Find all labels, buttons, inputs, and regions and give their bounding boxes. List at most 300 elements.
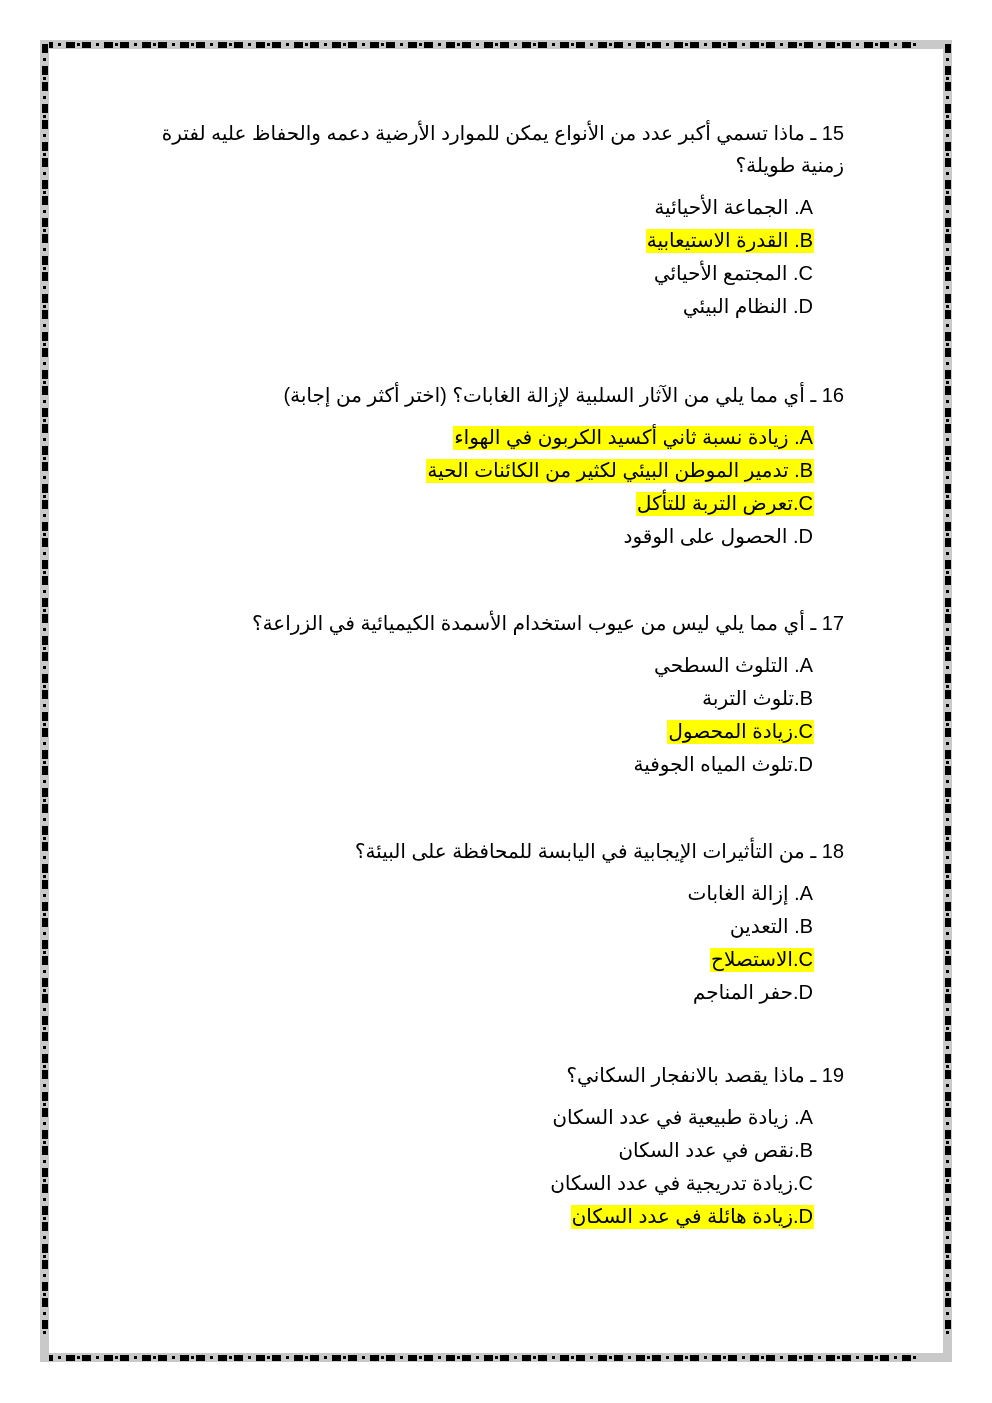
border-mark: [42, 484, 48, 493]
border-mark: [799, 1356, 802, 1359]
border-mark: [946, 191, 949, 194]
border-mark: [636, 1355, 645, 1361]
border-mark: [945, 234, 951, 243]
border-mark: [381, 1356, 384, 1359]
border-segment: [945, 120, 951, 158]
border-mark: [42, 712, 48, 721]
border-mark: [946, 1236, 949, 1239]
border-mark: [419, 43, 422, 46]
option-d[interactable]: [150, 1201, 814, 1234]
border-mark: [945, 652, 951, 661]
border-mark: [766, 1355, 775, 1361]
border-mark: [533, 1356, 536, 1359]
border-mark: [652, 42, 661, 48]
option-b[interactable]: [150, 225, 814, 258]
border-segment: [158, 42, 196, 48]
border-mark: [476, 1356, 479, 1359]
border-segment: [42, 310, 48, 348]
question-text: 17 ـ أي مما يلي ليس من عيوب استخدام الأسمدة الكيميائية في الزراعة؟: [251, 613, 844, 635]
border-mark: [945, 994, 951, 1003]
border-mark: [43, 856, 46, 859]
border-top: [40, 40, 952, 49]
border-segment: [42, 234, 48, 272]
border-mark: [856, 1356, 859, 1359]
border-mark: [77, 1356, 80, 1359]
border-mark: [495, 43, 498, 46]
border-mark: [42, 1260, 48, 1269]
border-mark: [728, 1355, 737, 1361]
border-segment: [348, 1355, 386, 1361]
border-mark: [43, 1236, 46, 1239]
option-b[interactable]: [150, 455, 814, 488]
border-mark: [484, 42, 493, 48]
border-mark: [43, 514, 46, 517]
border-segment: [42, 120, 48, 158]
border-mark: [945, 256, 951, 265]
border-mark: [946, 1046, 949, 1049]
border-mark: [42, 880, 48, 889]
border-segment: [945, 310, 951, 348]
border-mark: [42, 978, 48, 987]
border-segment: [945, 1070, 951, 1108]
border-mark: [43, 780, 46, 783]
border-mark: [946, 1103, 949, 1106]
border-mark: [946, 799, 949, 802]
option-label-highlighted: C.تعرض التربة للتأكل: [636, 493, 813, 515]
border-mark: [576, 42, 585, 48]
question-17: [150, 608, 844, 782]
border-mark: [457, 43, 460, 46]
border-mark: [43, 191, 46, 194]
border-mark: [842, 1355, 851, 1361]
option-d[interactable]: [150, 749, 814, 782]
option-a[interactable]: [150, 422, 814, 455]
border-mark: [256, 42, 265, 48]
border-segment: [42, 424, 48, 462]
border-mark: [42, 1130, 48, 1139]
border-mark: [400, 43, 403, 46]
border-mark: [946, 134, 949, 137]
border-mark: [571, 43, 574, 46]
border-mark: [946, 913, 949, 916]
border-mark: [946, 647, 949, 650]
border-mark: [115, 43, 118, 46]
border-mark: [945, 690, 951, 699]
border-mark: [248, 1356, 251, 1359]
border-mark: [42, 636, 48, 645]
option-d[interactable]: [150, 291, 814, 324]
border-mark: [82, 1355, 91, 1361]
border-mark: [42, 538, 48, 547]
border-mark: [272, 1355, 281, 1361]
question-18: [150, 836, 844, 1010]
border-mark: [446, 42, 455, 48]
border-mark: [43, 381, 46, 384]
border-mark: [946, 419, 949, 422]
border-mark: [946, 1274, 949, 1277]
border-mark: [636, 42, 645, 48]
border-mark: [945, 1320, 951, 1329]
question-list: [150, 118, 844, 1234]
border-mark: [42, 1168, 48, 1177]
border-mark: [685, 43, 688, 46]
border-mark: [742, 43, 745, 46]
border-mark: [818, 1356, 821, 1359]
border-mark: [120, 42, 129, 48]
border-mark: [43, 685, 46, 688]
border-segment: [538, 42, 576, 48]
border-mark: [43, 932, 46, 935]
border-segment: [538, 1355, 576, 1361]
border-mark: [42, 918, 48, 927]
border-mark: [704, 1356, 707, 1359]
border-mark: [142, 42, 151, 48]
question-text: 18 ـ من التأثيرات الإيجابية في اليابسة للمحافظة على البيئة؟: [354, 841, 844, 863]
border-mark: [946, 1141, 949, 1144]
border-mark: [462, 42, 471, 48]
option-label-highlighted: A. زيادة نسبة ثاني أكسيد الكربون في الهواء: [454, 427, 813, 449]
border-mark: [42, 522, 48, 531]
border-mark: [945, 294, 951, 303]
border-mark: [42, 158, 48, 167]
border-mark: [42, 1206, 48, 1215]
border-mark: [42, 196, 48, 205]
border-mark: [180, 1355, 189, 1361]
border-segment: [42, 1032, 48, 1070]
border-segment: [945, 614, 951, 652]
option-label: A. زيادة طبيعية في عدد السكان: [552, 1107, 813, 1129]
border-mark: [945, 218, 951, 227]
border-mark: [647, 43, 650, 46]
option-a[interactable]: [150, 650, 814, 683]
option-d[interactable]: [150, 521, 814, 554]
option-label: B. التعدين: [729, 916, 813, 938]
border-mark: [628, 1356, 631, 1359]
border-mark: [210, 43, 213, 46]
border-segment: [945, 1146, 951, 1184]
border-mark: [408, 1355, 417, 1361]
border-mark: [495, 1356, 498, 1359]
border-mark: [837, 1356, 840, 1359]
border-mark: [42, 294, 48, 303]
border-mark: [96, 43, 99, 46]
border-mark: [324, 1356, 327, 1359]
border-mark: [946, 1312, 949, 1315]
border-mark: [42, 842, 48, 851]
border-segment: [945, 82, 951, 120]
border-segment: [42, 956, 48, 994]
border-mark: [946, 666, 949, 669]
border-mark: [946, 989, 949, 992]
border-mark: [43, 761, 46, 764]
border-mark: [946, 1293, 949, 1296]
border-mark: [42, 956, 48, 965]
border-mark: [43, 1274, 46, 1277]
border-segment: [120, 1355, 158, 1361]
border-mark: [362, 1356, 365, 1359]
border-segment: [945, 538, 951, 576]
border-mark: [945, 614, 951, 623]
border-mark: [946, 96, 949, 99]
border-mark: [343, 43, 346, 46]
border-mark: [946, 628, 949, 631]
border-mark: [946, 704, 949, 707]
border-pattern: [44, 41, 948, 48]
border-mark: [946, 1331, 949, 1334]
border-mark: [42, 1016, 48, 1025]
options-list: [150, 650, 844, 782]
border-segment: [42, 1070, 48, 1108]
border-mark: [552, 43, 555, 46]
border-mark: [946, 172, 949, 175]
border-mark: [42, 256, 48, 265]
border-mark: [400, 1356, 403, 1359]
option-c[interactable]: [150, 258, 814, 291]
border-mark: [43, 172, 46, 175]
border-mark: [42, 462, 48, 471]
border-mark: [43, 134, 46, 137]
option-c[interactable]: [150, 944, 814, 977]
border-mark: [43, 1255, 46, 1258]
border-mark: [533, 43, 536, 46]
border-mark: [804, 1355, 813, 1361]
border-mark: [945, 560, 951, 569]
border-mark: [43, 438, 46, 441]
border-segment: [42, 1146, 48, 1184]
border-mark: [945, 1282, 951, 1291]
border-segment: [945, 1032, 951, 1070]
border-mark: [945, 956, 951, 965]
border-mark: [172, 43, 175, 46]
border-mark: [43, 267, 46, 270]
border-segment: [120, 42, 158, 48]
border-mark: [153, 43, 156, 46]
border-mark: [43, 400, 46, 403]
border-mark: [43, 609, 46, 612]
border-mark: [652, 1355, 661, 1361]
border-segment: [576, 1355, 614, 1361]
option-c[interactable]: [150, 488, 814, 521]
option-b[interactable]: [150, 911, 814, 944]
border-mark: [42, 1070, 48, 1079]
border-mark: [946, 381, 949, 384]
border-mark: [598, 42, 607, 48]
border-mark: [42, 1108, 48, 1117]
option-b[interactable]: [150, 683, 814, 716]
border-mark: [42, 44, 48, 53]
border-mark: [788, 42, 797, 48]
border-mark: [894, 1356, 897, 1359]
border-mark: [609, 1356, 612, 1359]
border-mark: [712, 1355, 721, 1361]
border-mark: [945, 1092, 951, 1101]
border-mark: [514, 1356, 517, 1359]
border-mark: [864, 1355, 873, 1361]
border-mark: [43, 153, 46, 156]
border-mark: [43, 1331, 46, 1334]
border-mark: [946, 362, 949, 365]
border-mark: [42, 1146, 48, 1155]
option-c[interactable]: [150, 716, 814, 749]
border-mark: [43, 96, 46, 99]
border-mark: [43, 362, 46, 365]
border-mark: [343, 1356, 346, 1359]
border-mark: [43, 1084, 46, 1087]
border-mark: [946, 305, 949, 308]
border-mark: [945, 674, 951, 683]
border-segment: [945, 500, 951, 538]
border-mark: [571, 1356, 574, 1359]
border-mark: [946, 837, 949, 840]
border-segment: [44, 1355, 82, 1361]
border-mark: [42, 370, 48, 379]
border-segment: [424, 42, 462, 48]
option-label: C. المجتمع الأحيائي: [653, 263, 813, 285]
border-mark: [310, 1355, 319, 1361]
option-d[interactable]: [150, 977, 814, 1010]
border-mark: [946, 1122, 949, 1125]
border-mark: [945, 1016, 951, 1025]
border-mark: [750, 42, 759, 48]
border-mark: [945, 196, 951, 205]
border-segment: [500, 42, 538, 48]
border-mark: [142, 1355, 151, 1361]
border-segment: [842, 1355, 880, 1361]
border-mark: [761, 43, 764, 46]
border-mark: [945, 82, 951, 91]
border-segment: [945, 576, 951, 614]
border-mark: [386, 1355, 395, 1361]
border-segment: [945, 348, 951, 386]
border-mark: [43, 894, 46, 897]
border-mark: [43, 324, 46, 327]
option-label-highlighted: B. تدمير الموطن البيئي لكثير من الكائنات الحية: [427, 460, 813, 482]
border-segment: [945, 652, 951, 690]
border-mark: [172, 1356, 175, 1359]
border-mark: [945, 1130, 951, 1139]
border-mark: [945, 484, 951, 493]
border-mark: [902, 1355, 911, 1361]
option-label-highlighted: C.زيادة المحصول: [668, 721, 813, 743]
border-mark: [43, 704, 46, 707]
border-mark: [945, 712, 951, 721]
border-mark: [945, 424, 951, 433]
border-mark: [408, 42, 417, 48]
option-label: B.نقص في عدد السكان: [618, 1140, 813, 1162]
border-mark: [946, 552, 949, 555]
option-a[interactable]: [150, 878, 814, 911]
border-mark: [946, 1084, 949, 1087]
border-mark: [945, 1168, 951, 1177]
border-mark: [946, 723, 949, 726]
border-segment: [42, 652, 48, 690]
border-segment: [576, 42, 614, 48]
border-mark: [946, 761, 949, 764]
border-mark: [946, 324, 949, 327]
border-segment: [945, 918, 951, 956]
border-mark: [42, 864, 48, 873]
option-label: D.حفر المناجم: [692, 982, 813, 1004]
border-mark: [42, 348, 48, 357]
border-mark: [370, 42, 379, 48]
option-a[interactable]: [150, 192, 814, 225]
question-text: 15 ـ ماذا تسمي أكبر عدد من الأنواع يمكن للموارد الأرضية دعمه والحفاظ عليه لفترة زمنية طويلة؟: [161, 123, 844, 177]
border-segment: [462, 1355, 500, 1361]
option-b[interactable]: [150, 1135, 814, 1168]
border-segment: [42, 728, 48, 766]
border-segment: [42, 196, 48, 234]
border-mark: [229, 43, 232, 46]
border-segment: [42, 576, 48, 614]
border-segment: [945, 1298, 951, 1336]
border-mark: [267, 1356, 270, 1359]
border-mark: [43, 1122, 46, 1125]
border-mark: [191, 1356, 194, 1359]
border-segment: [42, 766, 48, 804]
border-segment: [945, 272, 951, 310]
border-mark: [728, 42, 737, 48]
border-mark: [514, 43, 517, 46]
border-segment: [945, 956, 951, 994]
border-mark: [43, 1008, 46, 1011]
border-segment: [386, 1355, 424, 1361]
border-segment: [42, 1298, 48, 1336]
border-segment: [945, 196, 951, 234]
option-c[interactable]: [150, 1168, 814, 1201]
border-segment: [42, 842, 48, 880]
border-mark: [946, 115, 949, 118]
border-mark: [43, 837, 46, 840]
border-mark: [43, 989, 46, 992]
border-segment: [945, 158, 951, 196]
border-mark: [43, 552, 46, 555]
border-segment: [945, 234, 951, 272]
border-mark: [946, 1160, 949, 1163]
border-mark: [945, 766, 951, 775]
border-mark: [42, 424, 48, 433]
border-mark: [42, 576, 48, 585]
option-label: D. الحصول على الوقود: [623, 526, 813, 548]
border-mark: [43, 476, 46, 479]
border-segment: [42, 462, 48, 500]
border-segment: [44, 42, 82, 48]
border-mark: [945, 348, 951, 357]
border-segment: [880, 1355, 918, 1361]
border-segment: [310, 42, 348, 48]
border-mark: [902, 42, 911, 48]
border-mark: [946, 970, 949, 973]
option-a[interactable]: [150, 1102, 814, 1135]
border-segment: [42, 1184, 48, 1222]
border-segment: [804, 1355, 842, 1361]
border-mark: [42, 446, 48, 455]
border-mark: [945, 386, 951, 395]
border-mark: [42, 902, 48, 911]
border-mark: [43, 305, 46, 308]
border-segment: [272, 1355, 310, 1361]
border-mark: [945, 1146, 951, 1155]
border-segment: [42, 994, 48, 1032]
border-mark: [946, 153, 949, 156]
border-segment: [766, 42, 804, 48]
border-mark: [946, 267, 949, 270]
border-segment: [462, 42, 500, 48]
question-19: [150, 1060, 844, 1234]
options-list: [150, 192, 844, 324]
border-segment: [42, 614, 48, 652]
border-mark: [42, 994, 48, 1003]
border-mark: [43, 1141, 46, 1144]
